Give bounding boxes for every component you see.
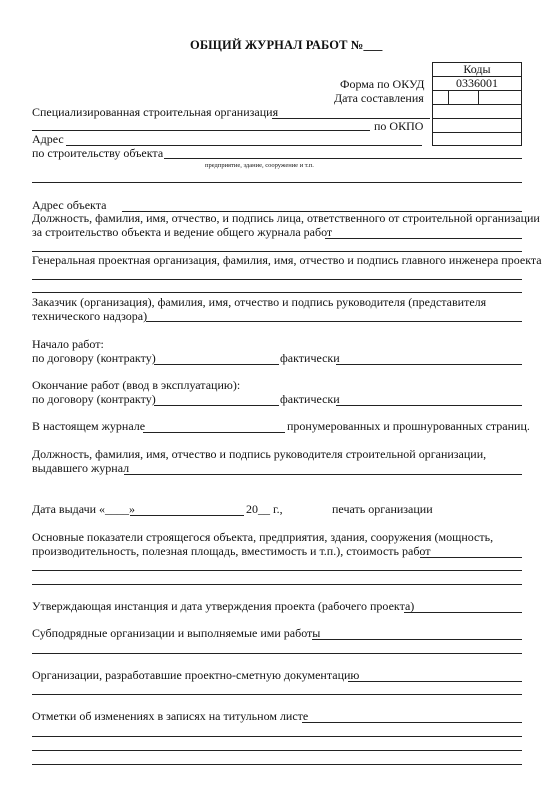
changes-line[interactable]	[302, 722, 522, 723]
indicators-label-1: Основные показатели строящегося объекта, предприятия, здания, сооружения (мощность,	[32, 530, 494, 544]
design-orgs-label: Организации, разработавшие проектно-сметную документацию	[32, 668, 360, 682]
codes-divider	[478, 90, 479, 104]
start-contract-label: по договору (контракту)	[32, 351, 156, 365]
subcontract-line[interactable]	[312, 639, 522, 640]
end-actual-line[interactable]	[336, 405, 522, 406]
address-hint: предприятие, здание, сооружение и т.п.	[205, 162, 314, 169]
start-contract-line[interactable]	[154, 364, 279, 365]
pages-line[interactable]	[143, 432, 285, 433]
responsible-line-2[interactable]	[32, 251, 522, 252]
design-orgs-line[interactable]	[348, 681, 522, 682]
indicators-label-2: производительность, полезная площадь, вместимость и т.п.), стоимость работ	[32, 544, 431, 558]
codes-divider	[448, 90, 449, 104]
issue-year-label: 20__ г.,	[246, 502, 283, 516]
approving-line[interactable]	[404, 612, 522, 613]
end-contract-line[interactable]	[154, 405, 279, 406]
okud-code-value: 0336001	[456, 76, 498, 90]
approving-label: Утверждающая инстанция и дата утверждения проекта (рабочего проекта)	[32, 599, 415, 613]
subcontract-line-2[interactable]	[32, 653, 522, 654]
changes-line-3[interactable]	[32, 750, 522, 751]
responsible-label-1: Должность, фамилия, имя, отчество, и подпись лица, ответственного от строительной организации	[32, 211, 540, 225]
customer-line[interactable]	[146, 321, 522, 322]
okud-label: Форма по ОКУД	[340, 77, 425, 91]
responsible-line[interactable]	[325, 238, 522, 239]
end-actual-label: фактически	[280, 392, 340, 406]
end-label: Окончание работ (ввод в эксплуатацию):	[32, 378, 241, 392]
indicators-line-3[interactable]	[32, 584, 522, 585]
codes-divider	[432, 118, 522, 119]
issue-month-line[interactable]	[130, 515, 244, 516]
codes-divider	[432, 90, 522, 91]
issuer-line[interactable]	[124, 474, 522, 475]
object-address-label: Адрес объекта	[32, 198, 107, 212]
responsible-label-2: за строительство объекта и ведение общего журнала работ	[32, 225, 333, 239]
address-object-label: по строительству объекта	[32, 146, 164, 160]
address-line-3[interactable]	[32, 182, 522, 183]
start-actual-label: фактически	[280, 351, 340, 365]
end-contract-label: по договору (контракту)	[32, 392, 156, 406]
indicators-line-2[interactable]	[32, 570, 522, 571]
subcontract-label: Субподрядные организации и выполняемые ими работы	[32, 626, 321, 640]
customer-label-1: Заказчик (организация), фамилия, имя, отчество и подпись руководителя (представителя	[32, 295, 487, 309]
seal-label: печать организации	[332, 502, 433, 516]
customer-label-2: технического надзора)	[32, 309, 148, 323]
changes-line-2[interactable]	[32, 736, 522, 737]
start-actual-line[interactable]	[336, 364, 522, 365]
codes-header: Коды	[463, 62, 491, 76]
org-label: Специализированная строительная организация	[32, 105, 279, 119]
address-label: Адрес	[32, 132, 64, 146]
design-orgs-line-2[interactable]	[32, 694, 522, 695]
general-design-label: Генеральная проектная организация, фамилия, имя, отчество и подпись главного инженера проекта	[32, 253, 542, 267]
pages-label-b: пронумерованных и прошнурованных страниц.	[287, 419, 530, 433]
date-label: Дата составления	[334, 91, 424, 105]
changes-line-4[interactable]	[32, 764, 522, 765]
codes-divider	[432, 104, 522, 105]
pages-label-a: В настоящем журнале	[32, 419, 146, 433]
start-label: Начало работ:	[32, 337, 104, 351]
issuer-label-1: Должность, фамилия, имя, отчество и подпись руководителя строительной организации,	[32, 447, 487, 461]
indicators-line[interactable]	[420, 557, 522, 558]
issuer-label-2: выдавшего журнал	[32, 461, 130, 475]
page-title: ОБЩИЙ ЖУРНАЛ РАБОТ №___	[190, 38, 383, 52]
org-field-line-2[interactable]	[32, 130, 370, 131]
codes-divider	[432, 132, 522, 133]
general-design-line[interactable]	[32, 279, 522, 280]
changes-label: Отметки об изменениях в записях на титульном листе	[32, 709, 309, 723]
okpo-label: по ОКПО	[374, 119, 424, 133]
issue-date-label: Дата выдачи «____»	[32, 502, 136, 516]
general-design-line-2[interactable]	[32, 292, 522, 293]
